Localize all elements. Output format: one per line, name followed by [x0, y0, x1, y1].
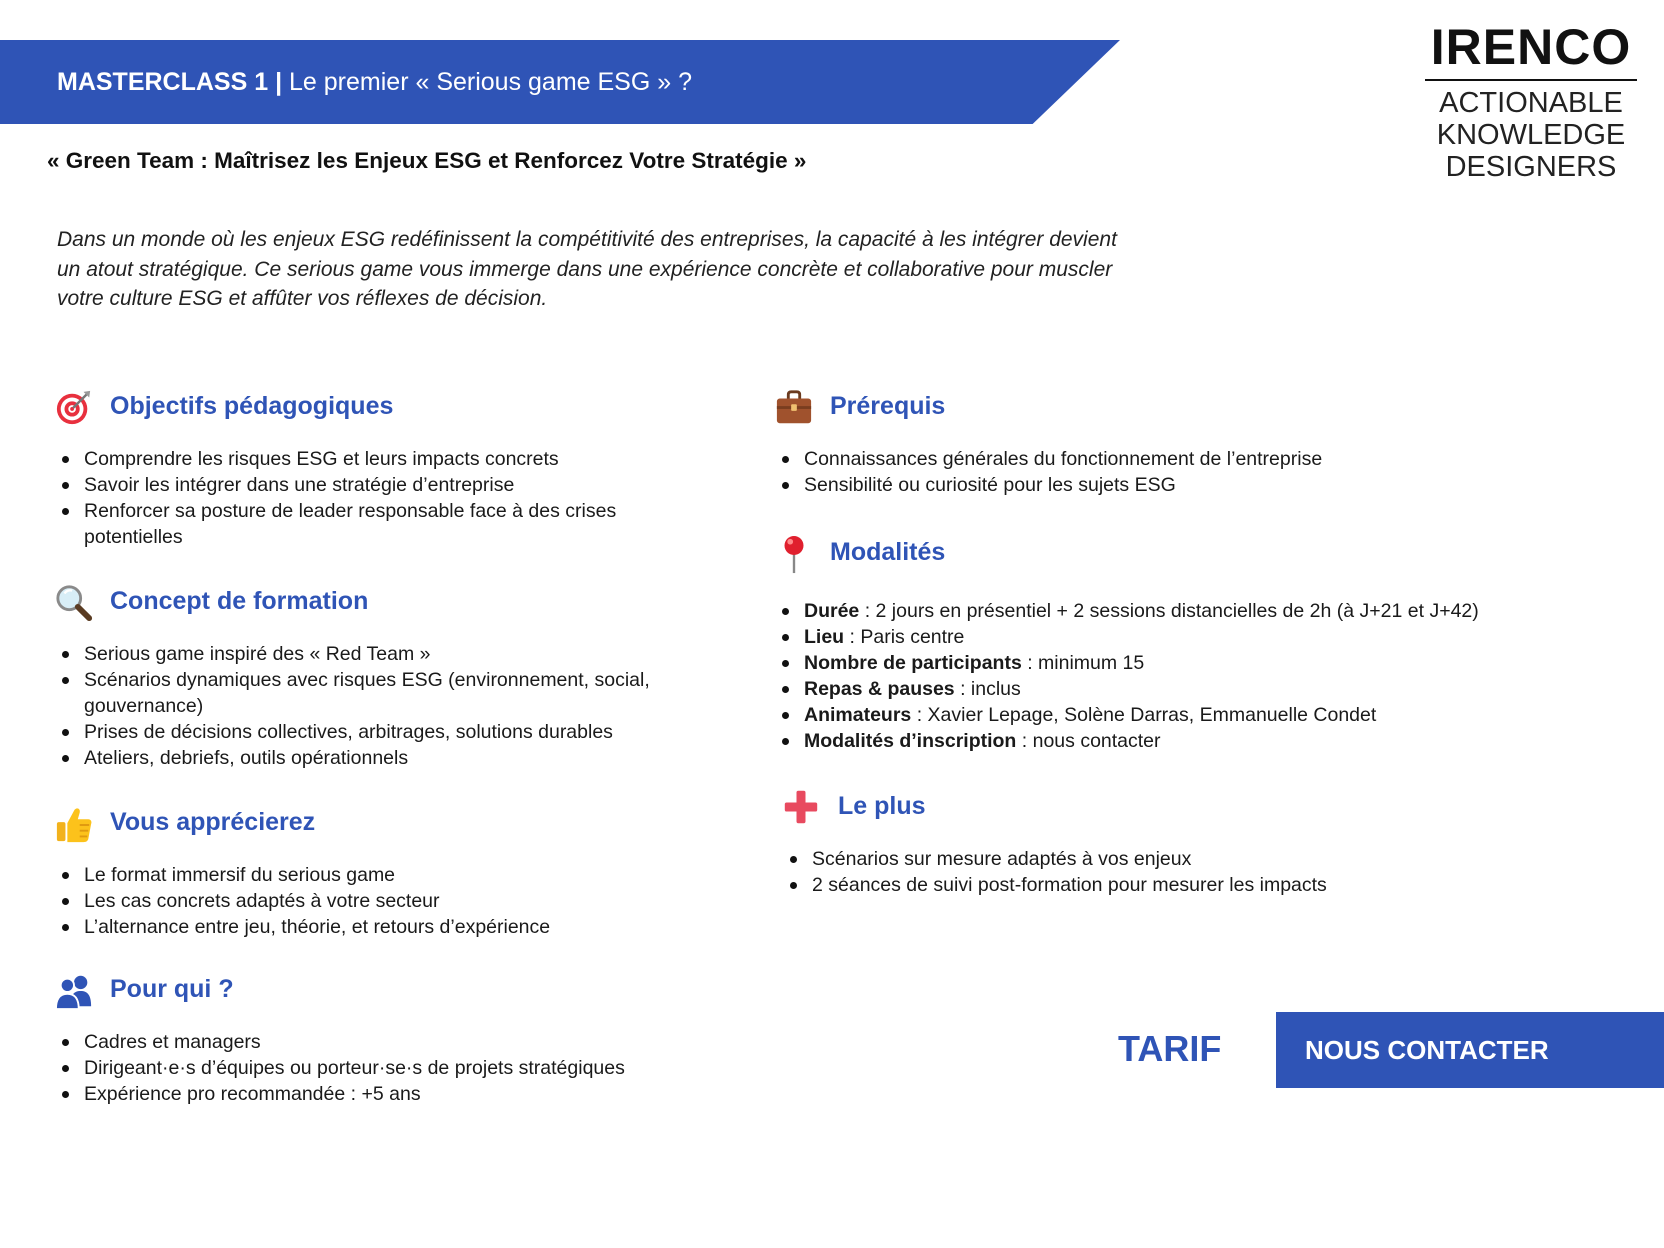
banner-title-rest: Le premier « Serious game ESG » ? — [282, 68, 693, 96]
section-title: Le plus — [838, 792, 926, 820]
list-item: Prises de décisions collectives, arbitrages, solutions durables — [55, 719, 695, 745]
section-title: Pour qui ? — [110, 975, 234, 1003]
list-item: Comprendre les risques ESG et leurs impacts concrets — [55, 446, 695, 472]
list-item: Savoir les intégrer dans une stratégie d’entreprise — [55, 472, 695, 498]
list-item — [775, 728, 1655, 754]
list-item: Expérience pro recommandée : +5 ans — [55, 1081, 755, 1107]
item-label: Nombre de participants — [804, 652, 1022, 674]
item-value: : Paris centre — [844, 626, 965, 648]
plus-icon — [783, 789, 823, 829]
section-prerequis — [775, 389, 1635, 498]
banner-title — [57, 40, 692, 124]
people-icon — [55, 972, 95, 1012]
logo-tagline-3: DESIGNERS — [1445, 151, 1617, 183]
section-title: Modalités — [830, 538, 946, 566]
intro-paragraph: Dans un monde où les enjeux ESG redéfinissent la compétitivité des entreprises, la capacité à les intégrer devient un atout stratégique. Ce serious game vous immerge dans une expérience concrète et collaborative pour muscler votre culture ESG et affûter vos réflexes de décision. — [57, 228, 1117, 310]
section-title: Vous apprécierez — [110, 808, 316, 836]
section-objectifs — [55, 389, 755, 550]
list-item — [775, 702, 1655, 728]
section-apprecierez — [55, 805, 755, 940]
list-item: Sensibilité ou curiosité pour les sujets ESG — [775, 472, 1635, 498]
list-item: Les cas concrets adaptés à votre secteur — [55, 888, 695, 914]
section-title: Prérequis — [830, 392, 946, 420]
item-label: Animateurs — [804, 704, 912, 726]
list-item: Scénarios sur mesure adaptés à vos enjeux — [783, 846, 1643, 872]
list-item — [775, 650, 1655, 676]
list-item — [775, 676, 1655, 702]
list-item: Connaissances générales du fonctionnement de l’entreprise — [775, 446, 1635, 472]
logo-divider — [1425, 79, 1637, 81]
list-item: Ateliers, debriefs, outils opérationnels — [55, 745, 695, 771]
tarif-link[interactable]: TARIF — [1118, 1028, 1222, 1069]
list-item: Serious game inspiré des « Red Team » — [55, 641, 695, 667]
subtitle: « Green Team : Maîtrisez les Enjeux ESG et Renforcez Votre Stratégie » — [47, 148, 807, 173]
logo-tagline-1: ACTIONABLE — [1439, 87, 1623, 119]
pushpin-icon — [775, 535, 815, 575]
item-value: : 2 jours en présentiel + 2 sessions distancielles de 2h (à J+21 et J+42) — [859, 600, 1479, 622]
list-item: Scénarios dynamiques avec risques ESG (environnement, social, gouvernance) — [55, 667, 695, 719]
section-title: Objectifs pédagogiques — [110, 392, 394, 420]
briefcase-icon — [775, 389, 815, 429]
item-label: Lieu — [804, 626, 845, 648]
magnifier-icon — [55, 584, 95, 624]
item-label: Durée — [804, 600, 860, 622]
section-modalites — [775, 535, 1655, 754]
list-item — [775, 624, 1655, 650]
item-label: Modalités d’inscription — [804, 730, 1017, 752]
irenco-logo — [1425, 18, 1637, 183]
item-label: Repas & pauses — [804, 678, 955, 700]
thumbs-up-icon — [55, 805, 95, 845]
contact-button[interactable]: NOUS CONTACTER — [1276, 1012, 1664, 1088]
logo-tagline-2: KNOWLEDGE — [1436, 119, 1626, 151]
item-value: : minimum 15 — [1021, 652, 1145, 674]
item-value: : nous contacter — [1016, 730, 1161, 752]
section-leplus — [783, 789, 1643, 898]
section-pourqui — [55, 972, 775, 1107]
list-item: L’alternance entre jeu, théorie, et retours d’expérience — [55, 914, 695, 940]
list-item: 2 séances de suivi post-formation pour mesurer les impacts — [783, 872, 1643, 898]
section-concept — [55, 584, 755, 771]
item-value: : inclus — [954, 678, 1021, 700]
list-item: Le format immersif du serious game — [55, 862, 695, 888]
section-title: Concept de formation — [110, 587, 369, 615]
logo-name: IRENCO — [1430, 19, 1632, 75]
list-item: Dirigeant·e·s d’équipes ou porteur·se·s de projets stratégiques — [55, 1055, 755, 1081]
list-item: Renforcer sa posture de leader responsable face à des crises potentielles — [55, 498, 695, 550]
item-value: : Xavier Lepage, Solène Darras, Emmanuelle Condet — [911, 704, 1377, 726]
target-icon — [55, 389, 95, 429]
list-item: Cadres et managers — [55, 1029, 755, 1055]
list-item — [775, 598, 1655, 624]
banner-title-bold: MASTERCLASS 1 | — [57, 68, 283, 96]
